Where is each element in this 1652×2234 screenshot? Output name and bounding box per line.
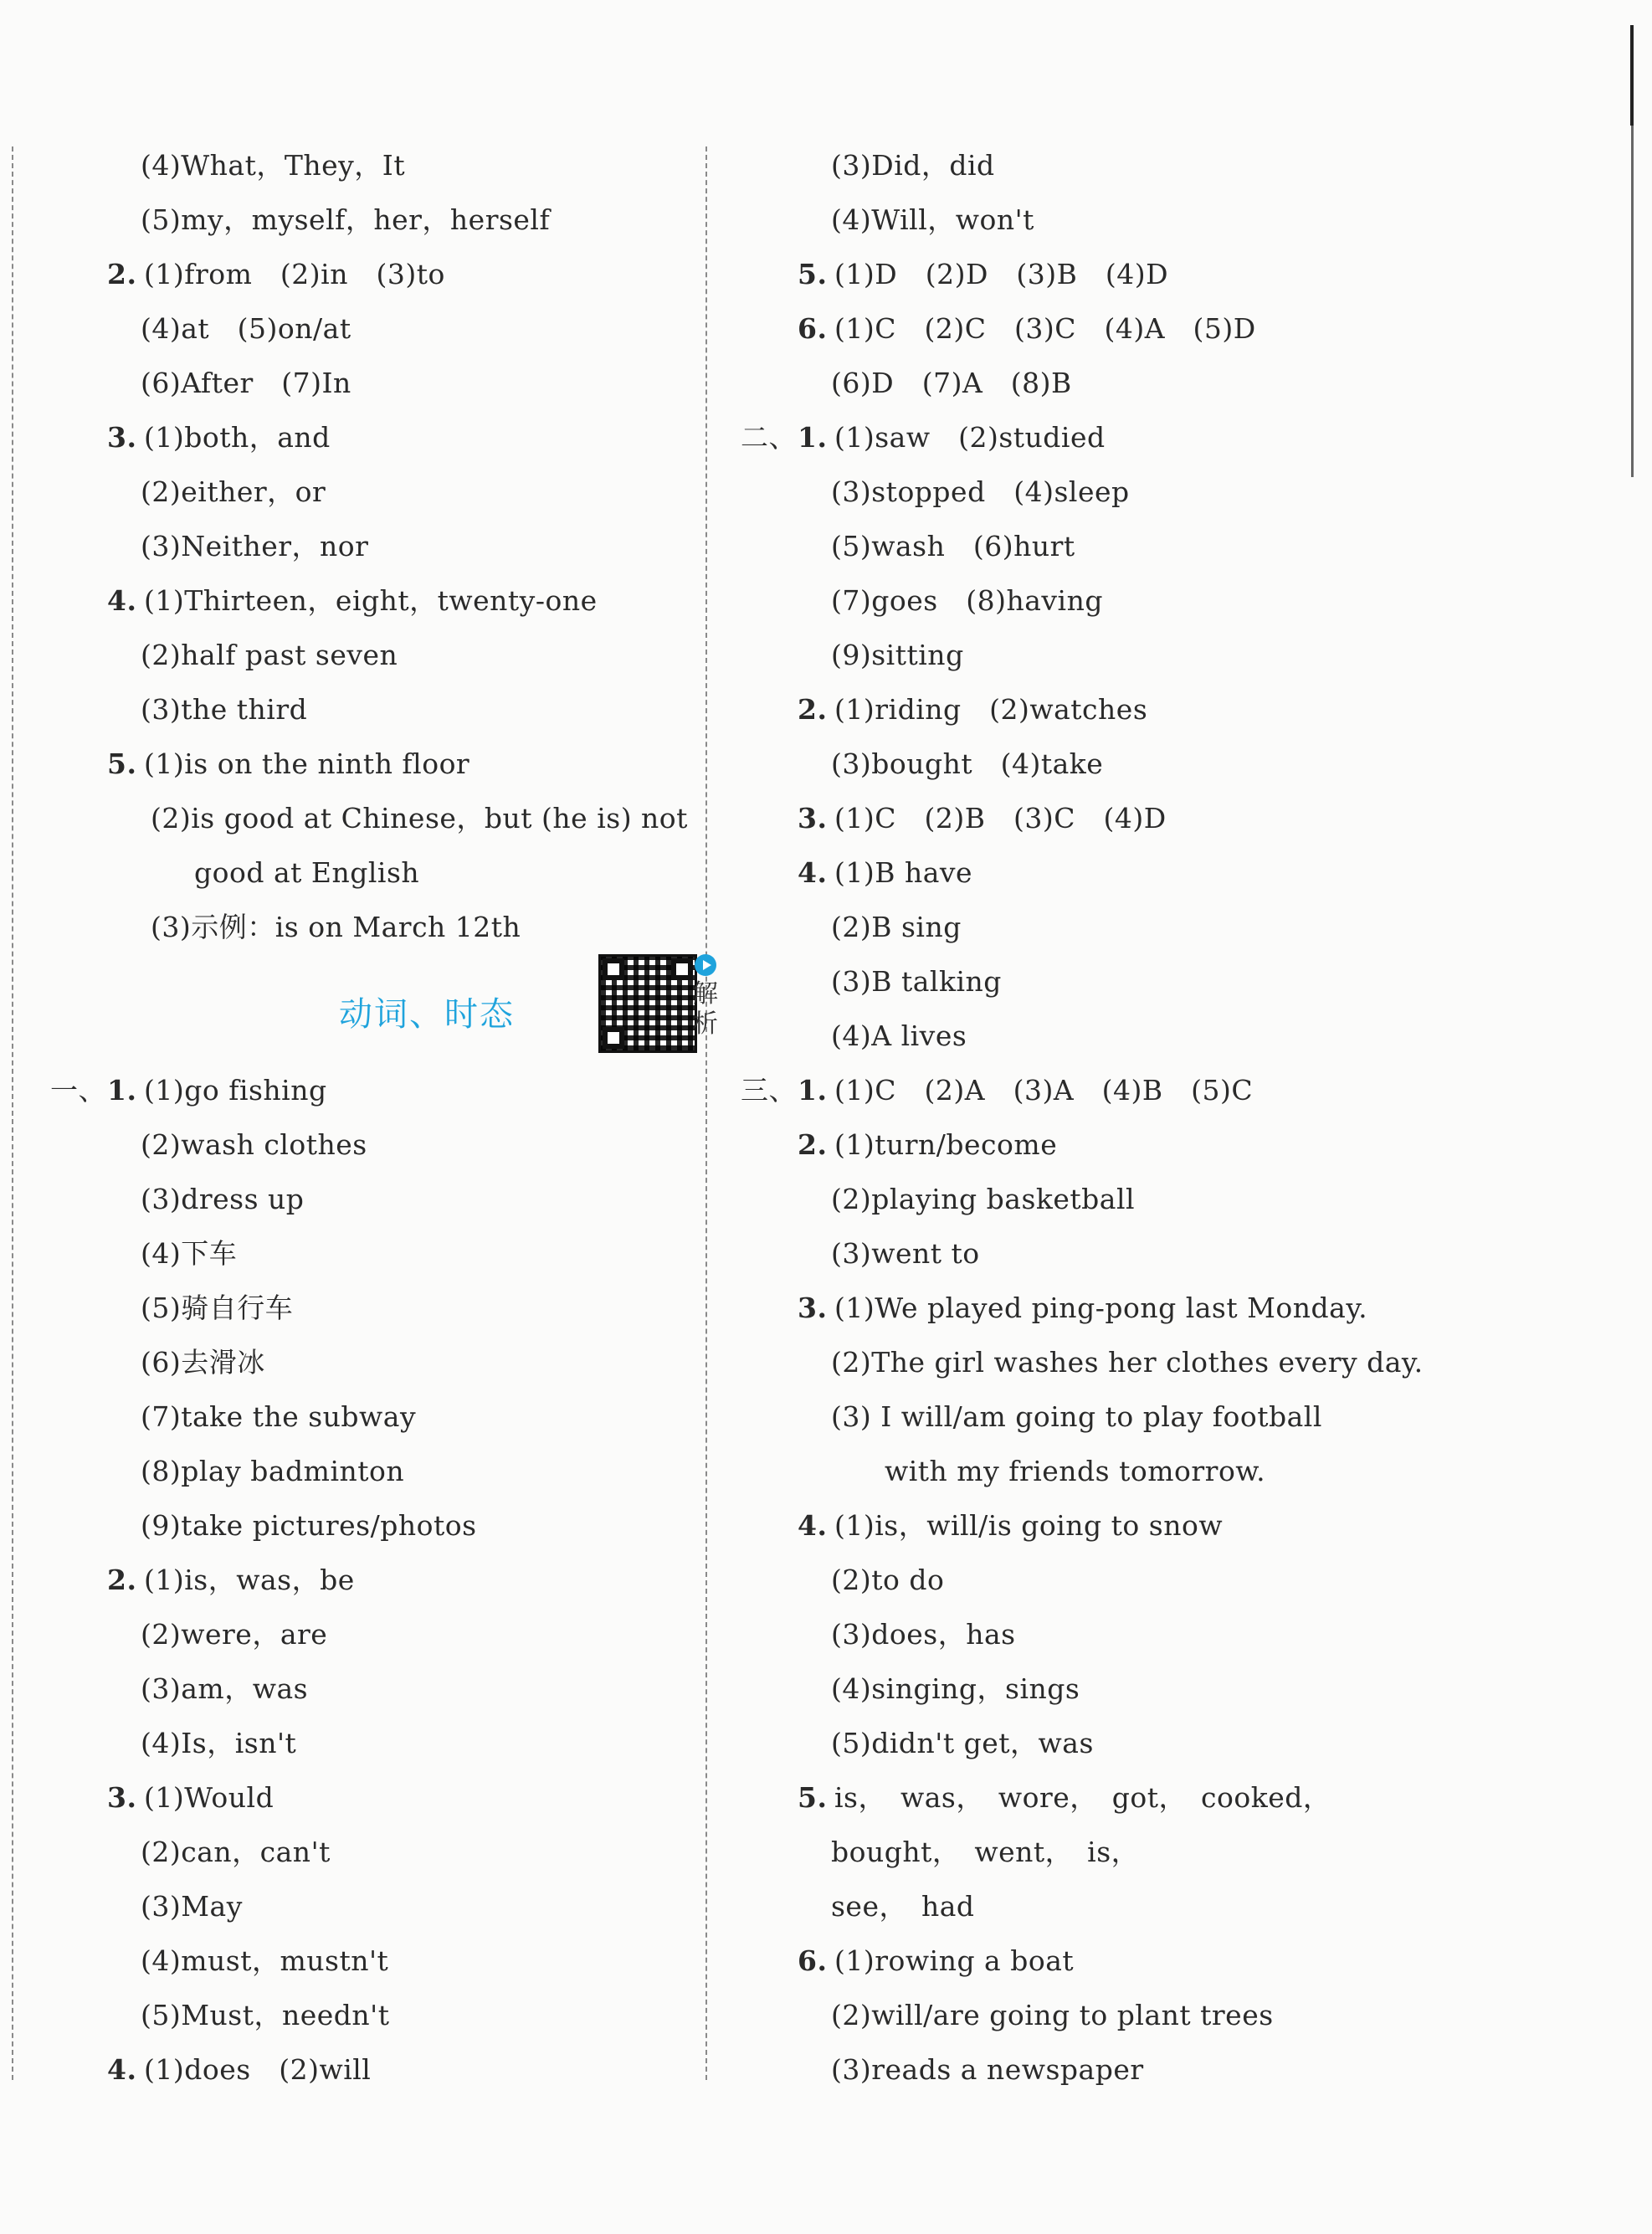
- answer-text: (1)saw (2)studied: [834, 421, 1106, 454]
- section-number: 一、: [50, 1074, 106, 1107]
- answer-line: [741, 1879, 1628, 1934]
- answer-text: (1)go fishing: [144, 1074, 327, 1107]
- answer-text: (3)dress up: [141, 1183, 305, 1215]
- answer-line: [741, 1553, 1628, 1607]
- section-heading-row: [50, 954, 718, 1063]
- question-number: 5.: [798, 258, 828, 290]
- answer-text: (5)my，myself，her，herself: [141, 203, 551, 236]
- answer-text: (4)下车: [141, 1237, 238, 1270]
- answer-text: (6)D (7)A (8)B: [831, 367, 1072, 399]
- answer-text: (3)示例：is on March 12th: [151, 911, 521, 943]
- answer-line: [50, 356, 695, 410]
- left-answers-block-1: [50, 138, 695, 954]
- answer-text: (3) I will/am going to play football: [831, 1400, 1322, 1433]
- answer-text: (3)B talking: [831, 965, 1002, 998]
- answer-line: [50, 138, 695, 193]
- answer-line: [741, 519, 1628, 573]
- answer-text: (2)The girl washes her clothes every day.: [831, 1346, 1424, 1379]
- answer-text: (8)play badminton: [141, 1455, 405, 1487]
- answer-line: [50, 2042, 695, 2097]
- answer-text: (1)both，and: [144, 421, 331, 454]
- answer-text: (3)am，was: [141, 1672, 309, 1705]
- left-column: [50, 138, 718, 2097]
- answer-line: [741, 193, 1628, 247]
- answer-text: (3)went to: [831, 1237, 980, 1270]
- question-number: 4.: [798, 856, 828, 889]
- answer-text: (1)D (2)D (3)B (4)D: [834, 258, 1169, 290]
- answer-text: (2)will/are going to plant trees: [831, 1999, 1274, 2031]
- answer-text: (7)take the subway: [141, 1400, 417, 1433]
- answer-text: (2)half past seven: [141, 639, 398, 671]
- answer-text: (2)playing basketball: [831, 1183, 1136, 1215]
- answer-text: (4)A lives: [831, 1019, 967, 1052]
- answer-line: [50, 1226, 695, 1281]
- answer-line: [741, 1444, 1628, 1498]
- answer-text: good at English: [194, 856, 420, 889]
- answer-line: [741, 1117, 1628, 1172]
- answer-line: [50, 1335, 695, 1389]
- answer-text: (1)is，will/is going to snow: [834, 1509, 1224, 1542]
- answer-line: [50, 1716, 695, 1770]
- answer-line: [741, 1825, 1628, 1879]
- answer-text: (3)stopped (4)sleep: [831, 475, 1130, 508]
- answer-line: [50, 465, 695, 519]
- answer-line: [50, 1553, 695, 1607]
- answer-line: [741, 845, 1628, 900]
- answer-text: (1)Would: [144, 1781, 274, 1814]
- left-answers-block-2: [50, 1063, 695, 2097]
- answer-line: [50, 1607, 695, 1661]
- answer-text: (2)can，can't: [141, 1836, 331, 1868]
- answer-line: [741, 301, 1628, 356]
- answer-line: [50, 791, 695, 845]
- question-number: 1.: [107, 1074, 137, 1107]
- answer-text: (1)C (2)A (3)A (4)B (5)C: [834, 1074, 1254, 1107]
- answer-text: (9)sitting: [831, 639, 964, 671]
- answer-text: is， was， wore， got， cooked，: [834, 1781, 1331, 1814]
- answer-line: [741, 1063, 1628, 1117]
- answer-text: (3)reads a newspaper: [831, 2053, 1144, 2086]
- answer-line: [741, 138, 1628, 193]
- answer-text: (5)wash (6)hurt: [831, 530, 1075, 562]
- answer-line: [741, 900, 1628, 954]
- section-number: 二、: [741, 421, 797, 454]
- answer-text: (1)does (2)will: [144, 2053, 372, 2086]
- answer-text: (1)C (2)B (3)C (4)D: [834, 802, 1167, 835]
- answer-line: [741, 1281, 1628, 1335]
- answer-line: [50, 1444, 695, 1498]
- question-number: 4.: [798, 1509, 828, 1542]
- answer-text: (5)骑自行车: [141, 1292, 294, 1324]
- answer-text: bought， went， is，: [831, 1836, 1140, 1868]
- answer-text: (1)B have: [834, 856, 973, 889]
- answer-line: [741, 573, 1628, 628]
- answer-text: (1)rowing a boat: [834, 1944, 1075, 1977]
- question-number: 2.: [798, 1128, 828, 1161]
- answer-line: [50, 573, 695, 628]
- answer-text: (2)were，are: [141, 1618, 328, 1651]
- answer-line: [50, 1172, 695, 1226]
- answer-line: [50, 1934, 695, 1988]
- answer-line: [50, 1879, 695, 1934]
- qr-code-icon: [598, 954, 697, 1053]
- answer-text: (3)the third: [141, 693, 308, 726]
- answer-text: (2)is good at Chinese，but (he is) not: [151, 802, 688, 835]
- answer-text: (3)Did，did: [831, 149, 995, 182]
- answer-line: [50, 1661, 695, 1716]
- answer-text: (4)Is，isn't: [141, 1727, 297, 1759]
- answer-text: (2)B sing: [831, 911, 962, 943]
- answer-line: [50, 845, 695, 900]
- question-number: 4.: [107, 2053, 137, 2086]
- qr-label: 解析: [693, 979, 718, 1039]
- answer-line: [741, 791, 1628, 845]
- answer-line: [741, 1661, 1628, 1716]
- answer-line: [741, 2042, 1628, 2097]
- answer-line: [741, 1498, 1628, 1553]
- question-number: 3.: [798, 1292, 828, 1324]
- question-number: 2.: [107, 258, 137, 290]
- answer-line: [741, 410, 1628, 465]
- answer-line: [741, 737, 1628, 791]
- page-edge-line: [1631, 126, 1634, 477]
- answer-text: (1)is on the ninth floor: [144, 747, 470, 780]
- answer-line: [50, 1281, 695, 1335]
- answer-line: [741, 628, 1628, 682]
- answer-line: [741, 1716, 1628, 1770]
- answer-line: [741, 1770, 1628, 1825]
- answer-line: [50, 1498, 695, 1553]
- answer-line: [741, 1226, 1628, 1281]
- question-number: 5.: [798, 1781, 828, 1814]
- answer-text: with my friends tomorrow.: [885, 1455, 1266, 1487]
- play-icon: [695, 954, 716, 976]
- question-number: 6.: [798, 312, 828, 345]
- answer-line: [50, 900, 695, 954]
- answer-line: [50, 737, 695, 791]
- left-margin-dashed-line: [12, 146, 13, 2080]
- answer-line: [50, 519, 695, 573]
- answer-line: [741, 1988, 1628, 2042]
- answer-line: [741, 356, 1628, 410]
- question-number: 4.: [107, 584, 137, 617]
- answer-line: [50, 301, 695, 356]
- answer-line: [50, 1063, 695, 1117]
- answer-line: [50, 247, 695, 301]
- center-dashed-divider: [705, 146, 707, 2080]
- answer-text: (1)turn/become: [834, 1128, 1058, 1161]
- question-number: 2.: [107, 1564, 137, 1596]
- answer-text: (2)wash clothes: [141, 1128, 367, 1161]
- answer-line: [741, 1389, 1628, 1444]
- answer-text: (7)goes (8)having: [831, 584, 1103, 617]
- answer-line: [741, 465, 1628, 519]
- answer-text: (3)Neither，nor: [141, 530, 369, 562]
- answer-text: (4)singing，sings: [831, 1672, 1080, 1705]
- answer-text: (3)does，has: [831, 1618, 1016, 1651]
- answer-text: (1)C (2)C (3)C (4)A (5)D: [834, 312, 1256, 345]
- answer-line: [741, 247, 1628, 301]
- answer-line: [741, 1009, 1628, 1063]
- answer-line: [50, 1117, 695, 1172]
- answer-line: [741, 1607, 1628, 1661]
- answer-text: (2)either，or: [141, 475, 326, 508]
- answer-text: (1)Thirteen，eight，twenty-one: [144, 584, 598, 617]
- answer-text: (1)We played ping-pong last Monday.: [834, 1292, 1368, 1324]
- section-heading: 动词、时态: [339, 995, 515, 1034]
- question-number: 6.: [798, 1944, 828, 1977]
- question-number: 3.: [107, 1781, 137, 1814]
- answer-line: [50, 193, 695, 247]
- answer-text: (4)must，mustn't: [141, 1944, 389, 1977]
- answer-text: (3)May: [141, 1890, 243, 1923]
- answer-text: (1)from (2)in (3)to: [144, 258, 445, 290]
- answer-line: [741, 682, 1628, 737]
- answer-text: (9)take pictures/photos: [141, 1509, 477, 1542]
- answer-text: (6)去滑冰: [141, 1346, 265, 1379]
- answer-text: (3)bought (4)take: [831, 747, 1104, 780]
- answer-text: (4)at (5)on/at: [141, 312, 351, 345]
- answer-line: [741, 1335, 1628, 1389]
- question-number: 1.: [798, 1074, 828, 1107]
- answer-line: [50, 1988, 695, 2042]
- answer-text: (5)didn't get，was: [831, 1727, 1094, 1759]
- answer-line: [50, 1825, 695, 1879]
- question-number: 5.: [107, 747, 137, 780]
- question-number: 3.: [798, 802, 828, 835]
- answer-line: [50, 628, 695, 682]
- answer-line: [741, 954, 1628, 1009]
- answer-line: [741, 1172, 1628, 1226]
- answer-text: (1)riding (2)watches: [834, 693, 1148, 726]
- answer-line: [50, 1389, 695, 1444]
- question-number: 3.: [107, 421, 137, 454]
- answer-text: (2)to do: [831, 1564, 945, 1596]
- answer-text: (6)After (7)In: [141, 367, 351, 399]
- answer-text: (4)Will，won't: [831, 203, 1034, 236]
- section-number: 三、: [741, 1074, 797, 1107]
- question-number: 2.: [798, 693, 828, 726]
- answer-line: [741, 1934, 1628, 1988]
- answer-text: (4)What，They，It: [141, 149, 406, 182]
- answer-line: [50, 1770, 695, 1825]
- question-number: 1.: [798, 421, 828, 454]
- page-edge-line: [1630, 25, 1634, 126]
- answer-line: [50, 682, 695, 737]
- answer-line: [50, 410, 695, 465]
- right-column: [741, 138, 1628, 2097]
- answer-text: see， had: [831, 1890, 975, 1923]
- answer-text: (5)Must，needn't: [141, 1999, 390, 2031]
- answer-text: (1)is，was，be: [144, 1564, 355, 1596]
